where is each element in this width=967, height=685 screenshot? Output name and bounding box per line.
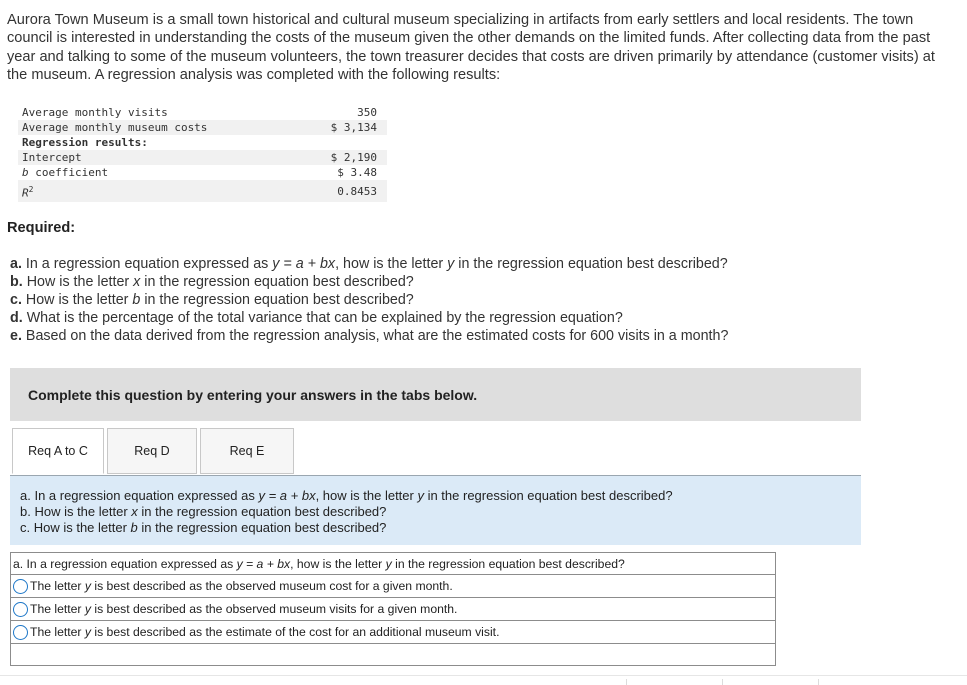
- required-heading: Required:: [7, 220, 76, 236]
- tab-question-box: [10, 476, 861, 545]
- required-questions: [10, 255, 728, 345]
- option-label: The letter y is best described as the estimate of the cost for an additional museum visit.: [30, 625, 500, 639]
- question-d: d. What is the percentage of the total variance that can be explained by the regression equation?: [10, 310, 623, 326]
- answer-option-2[interactable]: [13, 602, 773, 617]
- answer-tabs: [12, 428, 297, 474]
- answer-question-header: a. In a regression equation expressed as y = a + bx, how is the letter y in the regression equation best described?: [11, 553, 776, 575]
- costs-label: Average monthly museum costs: [18, 120, 301, 135]
- tab-req-d[interactable]: Req D: [107, 428, 197, 474]
- b-coefficient-label: b coefficient: [22, 166, 109, 179]
- answer-blank-row: [11, 644, 776, 666]
- answer-option-3[interactable]: [13, 625, 773, 640]
- tab-req-a-to-c[interactable]: Req A to C: [12, 428, 104, 474]
- option-label: The letter y is best described as the observed museum cost for a given month.: [30, 579, 453, 593]
- radio-button[interactable]: [13, 602, 28, 617]
- regression-stats-table: [18, 105, 387, 202]
- answer-table: [10, 552, 776, 666]
- intercept-label: Intercept: [18, 150, 301, 165]
- r-squared-label: $R^2$: [18, 180, 301, 202]
- option-label: The letter y is best described as the observed museum visits for a given month.: [30, 602, 458, 616]
- problem-intro: Aurora Town Museum is a small town historical and cultural museum specializing in artifacts from early settlers and local residents. The town council is interested in understanding the costs of the museum given the other demands on the limited funds. After collecting data from the past year and talking to some of the museum volunteers, the town treasurer decides that costs are driven primarily by attendance (customer visits) at the museum. A regression analysis was completed with the following results:: [7, 12, 935, 83]
- tab-question-a: a. In a regression equation expressed as y = a + bx, how is the letter y in the regression equation best described?: [20, 488, 673, 503]
- instruction-banner: [10, 368, 861, 421]
- strip-divider: [818, 679, 819, 685]
- question-e: e. Based on the data derived from the regression analysis, what are the estimated costs for 600 visits in a month?: [10, 328, 729, 344]
- b-coefficient-value: $ 3.48: [337, 166, 377, 179]
- radio-button[interactable]: [13, 579, 28, 594]
- question-a: a. In a regression equation expressed as y = a + bx, how is the letter y in the regression equation best described?: [10, 256, 728, 272]
- regression-results-label: Regression results:: [22, 136, 148, 149]
- answer-option-1[interactable]: [13, 579, 773, 594]
- costs-value: $ 3,134: [301, 120, 387, 135]
- tab-question-b: b. How is the letter x in the regression equation best described?: [20, 504, 387, 519]
- tab-req-e[interactable]: Req E: [200, 428, 294, 474]
- visits-value: 350: [357, 106, 377, 119]
- instruction-text: Complete this question by entering your answers in the tabs below.: [28, 386, 478, 403]
- strip-divider: [626, 679, 627, 685]
- visits-label: Average monthly visits: [22, 106, 168, 119]
- tab-question-c: c. How is the letter b in the regression equation best described?: [20, 520, 387, 535]
- r-squared-value: 0.8453: [301, 180, 387, 202]
- question-b: b. How is the letter x in the regression equation best described?: [10, 274, 414, 290]
- intercept-value: $ 2,190: [301, 150, 387, 165]
- strip-divider: [722, 679, 723, 685]
- radio-button[interactable]: [13, 625, 28, 640]
- question-c: c. How is the letter b in the regression equation best described?: [10, 292, 414, 308]
